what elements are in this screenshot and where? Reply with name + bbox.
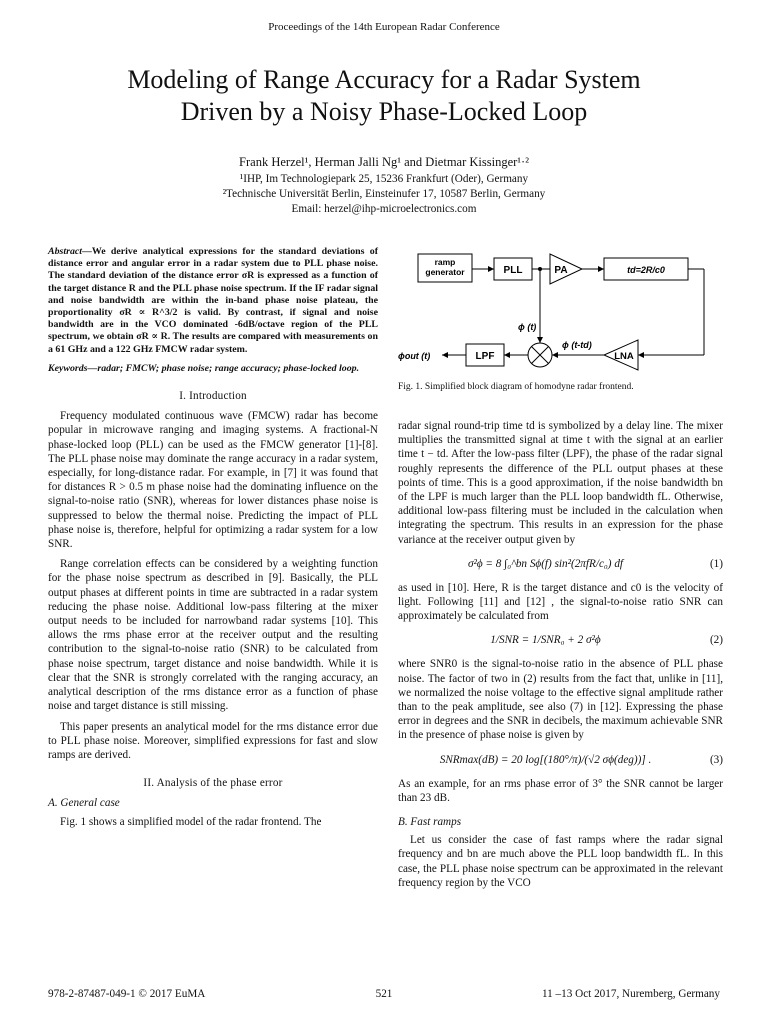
footer-isbn: 978-2-87487-049-1 © 2017 EuMA	[48, 988, 206, 1000]
lna-label: LNA	[614, 351, 634, 362]
block-diagram-figure	[398, 240, 728, 380]
ramp-gen-label-1: ramp	[434, 257, 456, 267]
abstract-text: We derive analytical expressions for the standard deviations of distance error and angular error in a radar system due to PLL phase noise. The standard deviation of the distance error σR is expressed as a function of the target distance R and the PLL phase noise spectrum. If the IF radar signal and noise bandwidth are within the in-band phase noise plateau, the proportionality σR ∝ R^3/2 is valid. By contrast, if signal and noise bandwidth are in the VCO dominated -6dB/octave region of the PLL spectrum, we obtain σR ∝ R. The results are compared with measurements on a 61 GHz and a 122 GHz FMCW radar system.	[48, 246, 378, 355]
paper-title	[40, 64, 728, 128]
subsection-heading-fast-ramps: B. Fast ramps	[398, 816, 462, 829]
equation-1	[398, 553, 723, 577]
fast-ramps-paragraph: Let us consider the case of fast ramps where the radar signal frequency and bn are much above the PLL loop bandwidth fL. In this case, the PLL phase noise spectrum can be approximated in the relevant frequency region by the VCO	[398, 834, 723, 889]
title-line-2: Driven by a Noisy Phase-Locked Loop	[180, 97, 588, 126]
title-line-1: Modeling of Range Accuracy for a Radar System	[127, 65, 641, 94]
phi-t-label: ϕ (t)	[518, 322, 537, 332]
keywords-text: radar; FMCW; phase noise; range accuracy; phase-locked loop.	[97, 362, 360, 374]
page-number: 521	[375, 988, 393, 1000]
author-list: Frank Herzel¹, Herman Jalli Ng¹ and Dietmar Kissinger¹·²	[239, 155, 529, 169]
right-column	[398, 419, 723, 896]
figure-caption: Fig. 1. Simplified block diagram of homodyne radar frontend.	[398, 382, 634, 392]
subsection-heading-general: A. General case	[48, 797, 120, 810]
intro-paragraph-2: Range correlation effects can be considered by a weighting function for the phase noise spectrum as described in [9]. Basically, the PLL output phases at different points in time are subtracted in a radar system reducing the phase noise. Additional low-pass filtering at the mixer output needs to be included for narrowband radar systems [10]. This allows the rms phase error at the receiver output and the resulting contribution to the signal-to-noise ratio (SNR) to be calculated from phase noise spectrum, target distance and noise bandwidth. While it is clear that the SNR is strongly correlated with the ranging accuracy, an analytical description of the rms distance error as a function of phase noise and target distance is still missing.	[48, 558, 378, 713]
lpf-label: LPF	[475, 351, 495, 362]
general-case-paragraph: Fig. 1 shows a simplified model of the radar frontend. The	[60, 815, 322, 828]
keywords	[48, 363, 378, 375]
email-line: Email: herzel@ihp-microelectronics.com	[291, 203, 477, 215]
footer-conference-date: 11 –13 Oct 2017, Nuremberg, Germany	[541, 988, 720, 1000]
left-column	[48, 246, 378, 835]
abstract-label: Abstract—	[48, 246, 92, 257]
equation-3	[398, 749, 723, 773]
right-paragraph-3: where SNR0 is the signal-to-noise ratio in the absence of PLL phase noise. The factor of two in (2) results from the fact that, unlike in [11], we normalized the noise voltage to the effective signal amplitude rather than to the peak amplitude, see also (7) in [12]. Expressing the phase error in degrees and the SNR in decibels, the maximum achievable SNR in the presence of phase noise is given by	[398, 658, 723, 742]
delay-label: td=2R/c0	[627, 265, 665, 275]
equation-1-number: (1)	[709, 557, 723, 570]
ramp-gen-label-2: generator	[425, 267, 465, 277]
right-paragraph-4: As an example, for an rms phase error of 3° the SNR cannot be larger than 23 dB.	[398, 777, 723, 804]
pll-label: PLL	[503, 265, 523, 276]
phi-t-td-label: ϕ (t-td)	[562, 340, 592, 350]
equation-2-number: (2)	[709, 634, 723, 647]
equation-3-expr: SNRmax(dB) = 20 log[(180°/π)/(√2 σϕ(deg))] .	[439, 753, 652, 766]
equation-2-expr: 1/SNR = 1/SNR₀ + 2 σ²ϕ	[490, 634, 601, 647]
affiliation-2: ²Technische Universität Berlin, Einsteinufer 17, 10587 Berlin, Germany	[222, 188, 546, 200]
intro-paragraph-3: This paper presents an analytical model for the rms distance error due to PLL phase noise. Moreover, simplified expressions for fast and slow ramps are derived.	[48, 720, 378, 761]
equation-3-number: (3)	[709, 753, 723, 766]
equation-2	[398, 629, 723, 653]
keywords-label: Keywords—	[48, 362, 98, 374]
abstract	[48, 246, 378, 356]
section-heading-analysis: II. Analysis of the phase error	[143, 777, 283, 790]
section-heading-introduction: I. Introduction	[179, 390, 247, 403]
right-paragraph-1: radar signal round-trip time td is symbolized by a delay line. The mixer multiplies the transmitted signal at time t with the signal at an earlier time t − td. After the low-pass filter (LPF), the phase of the radar signal roughly represents the difference of the PLL output phases at these points of time. This is a good approximation, if the noise bandwidth bn of the LPF is much larger than the PLL loop bandwidth fL. Otherwise, additional low-pass filtering must be included in the calculation when integrating the spectrum. This results in an expression for the phase variance at the receiver output given by	[398, 420, 723, 546]
right-paragraph-2: as used in [10]. Here, R is the target distance and c0 is the velocity of light. Following [11] and [12] , the signal-to-noise ratio SNR can approximately be calculated from	[398, 581, 723, 623]
pa-label: PA	[554, 265, 568, 276]
affiliation-1: ¹IHP, Im Technologiepark 25, 15236 Frankfurt (Oder), Germany	[239, 173, 529, 185]
conference-header: Proceedings of the 14th European Radar Conference	[268, 21, 500, 33]
intro-paragraph-1: Frequency modulated continuous wave (FMCW) radar has become popular in microwave ranging and imaging systems. A fractional-N phase-locked loop (PLL) can be used as the FMCW generator [1]-[8]. The PLL phase noise may dominate the range accuracy in a radar system, especially, for long-distance radar. For example, in [7] it was found that for distances R > 0.5 m phase noise had the dominating influence on the signal-to-noise ratio (SNR), whereas for lower distances phase noise is suppressed to below the thermal noise. Predicting the impact of PLL phase noise is, therefore, helpful for optimizing a radar system for a low SNR.	[48, 410, 378, 551]
equation-1-expr: σ²ϕ = 8 ∫₀^bn Sϕ(f) sin²(2πfR/c₀) df	[467, 557, 624, 570]
phi-out-label: ϕout (t)	[398, 351, 431, 361]
